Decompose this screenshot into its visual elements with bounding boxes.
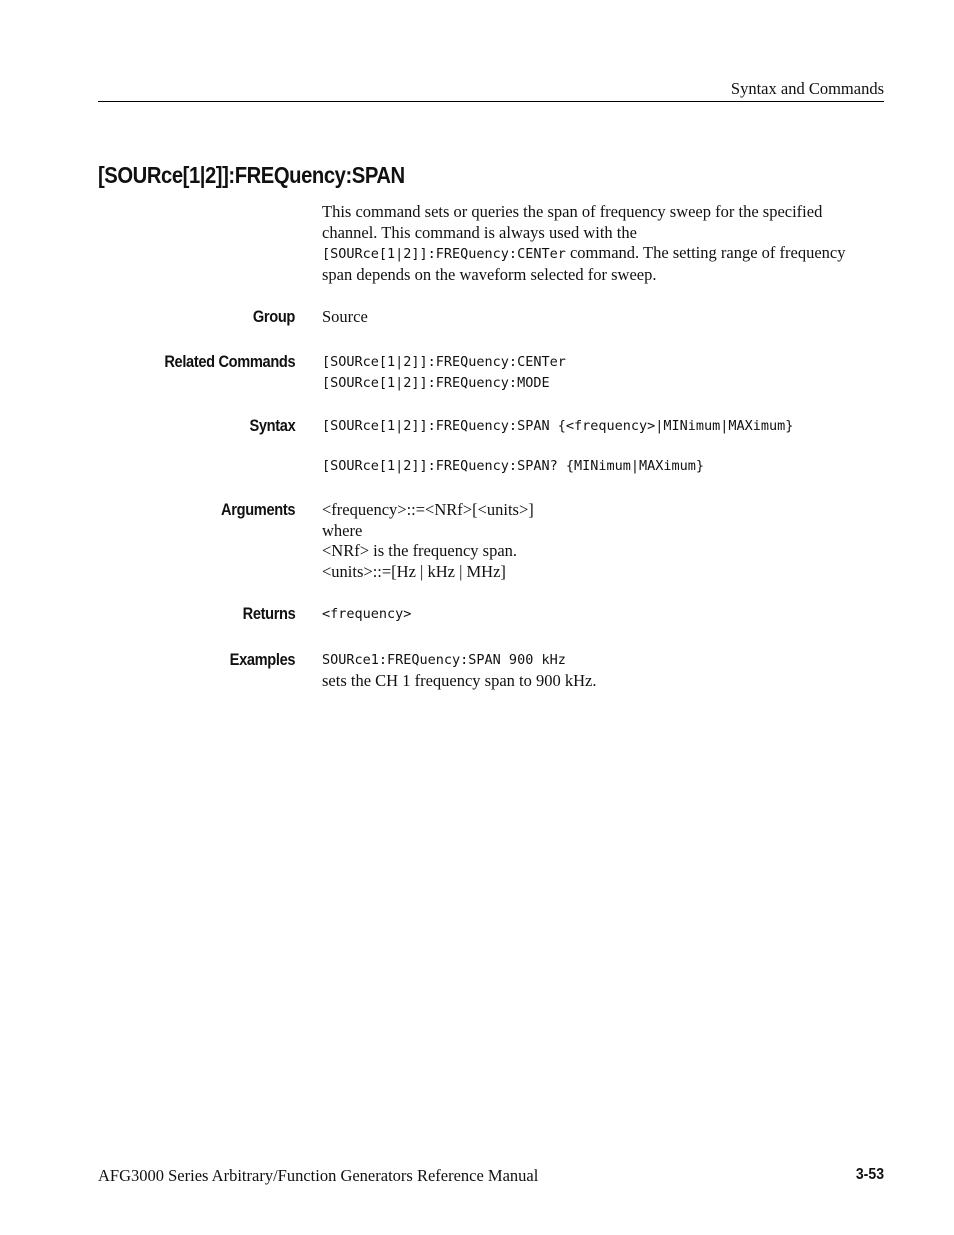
syntax-query: [SOURce[1|2]]:FREQuency:SPAN? {MINimum|MAXimum} <box>322 458 705 474</box>
examples-body <box>322 650 596 691</box>
related-commands-label: Related Commands <box>164 352 295 371</box>
related-command-item: [SOURce[1|2]]:FREQuency:CENTer <box>322 354 566 370</box>
running-header: Syntax and Commands <box>730 79 884 98</box>
description-line-4: span depends on the waveform selected for sweep. <box>322 264 657 284</box>
syntax-set: [SOURce[1|2]]:FREQuency:SPAN {<frequency>|MINimum|MAXimum} <box>322 418 794 434</box>
command-title: [SOURce[1|2]]:FREQuency:SPAN <box>98 162 405 188</box>
example-code: SOURce1:FREQuency:SPAN 900 kHz <box>322 652 566 668</box>
syntax-label: Syntax <box>249 416 295 435</box>
arguments-body <box>322 500 534 582</box>
related-commands-list <box>322 352 566 393</box>
argument-line: <units>::=[Hz | kHz | MHz] <box>322 561 506 581</box>
examples-label: Examples <box>229 650 295 669</box>
argument-line: <NRf> is the frequency span. <box>322 541 518 560</box>
header-rule <box>98 101 884 102</box>
returns-label: Returns <box>242 604 295 623</box>
description-line-1: This command sets or queries the span of frequency sweep for the specified <box>322 202 823 221</box>
description-line-3 <box>322 243 882 265</box>
argument-line: <frequency>::=<NRf>[<units>] <box>322 500 534 519</box>
example-description: sets the CH 1 frequency span to 900 kHz. <box>322 670 597 690</box>
description-line-3-text: command. The setting range of frequency <box>565 243 846 262</box>
group-label: Group <box>252 307 295 326</box>
group-value: Source <box>322 307 368 326</box>
footer-manual-title: AFG3000 Series Arbitrary/Function Generators Reference Manual <box>98 1166 539 1185</box>
returns-value: <frequency> <box>322 606 412 622</box>
related-command-item: [SOURce[1|2]]:FREQuency:MODE <box>322 374 550 391</box>
arguments-label: Arguments <box>220 500 295 519</box>
page-number: 3-53 <box>855 1166 884 1183</box>
command-description <box>322 202 882 285</box>
argument-line: where <box>322 520 363 540</box>
description-code: [SOURce[1|2]]:FREQuency:CENTer <box>322 246 566 262</box>
description-line-2: channel. This command is always used with the <box>322 222 637 242</box>
